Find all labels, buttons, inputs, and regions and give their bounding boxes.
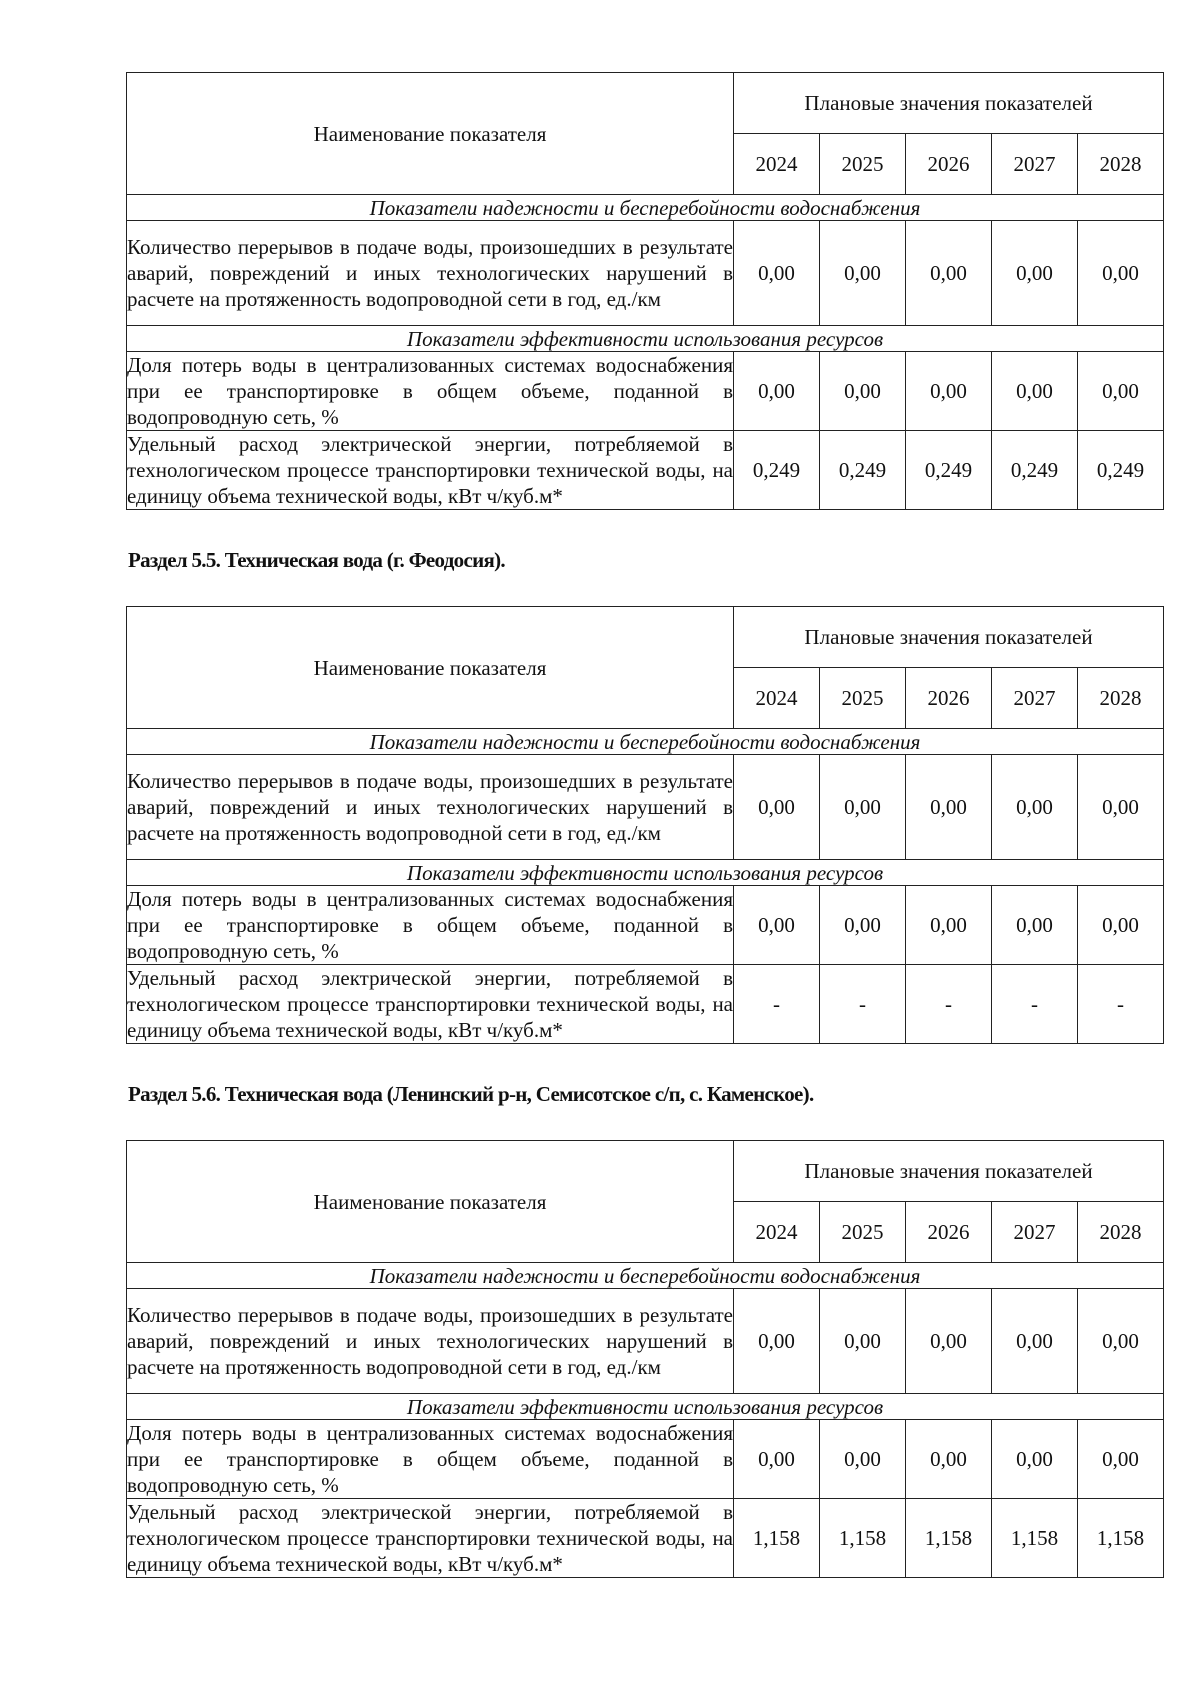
indicator-value: 0,00 [734,221,820,326]
indicator-value: 0,00 [906,1289,992,1394]
indicator-value: 0,00 [734,1289,820,1394]
indicator-value: 1,158 [992,1499,1078,1578]
table-row [127,1499,1164,1578]
header-year: 2027 [992,134,1078,195]
indicator-value: - [906,965,992,1044]
indicator-value: 0,00 [992,221,1078,326]
group-title-reliability: Показатели надежности и бесперебойности водоснабжения [127,195,1164,221]
indicator-value: 1,158 [906,1499,992,1578]
header-indicator-name: Наименование показателя [127,1141,734,1263]
table-row [127,1289,1164,1394]
header-indicator-name: Наименование показателя [127,73,734,195]
indicator-value: 0,00 [1078,221,1164,326]
table-row [127,352,1164,431]
indicators-table-block-2 [126,606,1164,1044]
indicator-value: - [1078,965,1164,1044]
indicator-value: 0,00 [992,886,1078,965]
header-year: 2024 [734,134,820,195]
group-title-reliability: Показатели надежности и бесперебойности водоснабжения [127,729,1164,755]
table-row [127,1420,1164,1499]
indicator-name: Доля потерь воды в централизованных системах водоснабжения при ее транспортировке в общем объеме, поданной в водопроводную сеть, % [127,887,733,963]
header-plan-values: Плановые значения показателей [734,1141,1164,1202]
indicator-name: Доля потерь воды в централизованных системах водоснабжения при ее транспортировке в общем объеме, поданной в водопроводную сеть, % [127,1421,733,1497]
indicators-table [126,72,1164,510]
indicator-value: 0,00 [734,886,820,965]
indicator-value: 0,00 [820,755,906,860]
header-year: 2026 [906,668,992,729]
header-year: 2027 [992,668,1078,729]
header-year: 2027 [992,1202,1078,1263]
indicator-value: 0,00 [734,755,820,860]
header-year: 2028 [1078,134,1164,195]
indicator-name: Количество перерывов в подаче воды, произошедших в результате аварий, повреждений и иных технологических нарушений в расчете на протяженность водопроводной сети в год, ед./км [127,221,734,326]
indicator-value: 0,00 [906,886,992,965]
indicator-name: Удельный расход электрической энергии, потребляемой в технологическом процессе транспортировки технической воды, на единицу объема технической воды, кВт ч/куб.м* [127,1500,733,1576]
table-row [127,221,1164,326]
header-year: 2028 [1078,668,1164,729]
indicator-name: Количество перерывов в подаче воды, произошедших в результате аварий, повреждений и иных технологических нарушений в расчете на протяженность водопроводной сети в год, ед./км [127,1289,734,1394]
indicator-value: 0,00 [906,755,992,860]
indicator-value: 0,00 [820,1420,906,1499]
header-year: 2024 [734,1202,820,1263]
indicator-value: - [992,965,1078,1044]
indicator-value: 0,00 [906,352,992,431]
indicator-value: 0,249 [734,431,820,510]
header-year: 2025 [820,1202,906,1263]
indicator-value: 0,00 [1078,1420,1164,1499]
table-row [127,431,1164,510]
group-title-efficiency: Показатели эффективности использования ресурсов [127,860,1164,886]
indicator-value: 0,00 [820,352,906,431]
section-heading-5-6: Раздел 5.6. Техническая вода (Ленинский р-н, Семисотское с/п, с. Каменское). [128,1082,814,1106]
indicator-value: 0,00 [906,221,992,326]
indicator-value: 1,158 [820,1499,906,1578]
indicator-value: 0,00 [820,886,906,965]
indicator-value: 0,00 [734,352,820,431]
indicator-value: 0,00 [1078,755,1164,860]
indicator-value: - [820,965,906,1044]
header-year: 2026 [906,1202,992,1263]
indicator-value: 0,00 [820,221,906,326]
header-year: 2025 [820,668,906,729]
indicator-value: 0,00 [1078,352,1164,431]
header-year: 2028 [1078,1202,1164,1263]
table-row [127,755,1164,860]
group-title-efficiency: Показатели эффективности использования ресурсов [127,1394,1164,1420]
indicator-value: 0,00 [1078,1289,1164,1394]
table-row [127,965,1164,1044]
indicator-value: 1,158 [734,1499,820,1578]
indicator-value: 0,00 [992,352,1078,431]
header-year: 2024 [734,668,820,729]
section-heading-5-5: Раздел 5.5. Техническая вода (г. Феодосия). [128,548,505,572]
indicators-table-block-1 [126,72,1164,510]
indicator-value: 0,249 [906,431,992,510]
indicators-table [126,606,1164,1044]
header-indicator-name: Наименование показателя [127,607,734,729]
header-plan-values: Плановые значения показателей [734,73,1164,134]
indicators-table-block-3 [126,1140,1164,1578]
indicator-name: Удельный расход электрической энергии, потребляемой в технологическом процессе транспортировки технической воды, на единицу объема технической воды, кВт ч/куб.м* [127,966,733,1042]
indicator-name: Доля потерь воды в централизованных системах водоснабжения при ее транспортировке в общем объеме, поданной в водопроводную сеть, % [127,353,733,429]
indicator-value: 0,249 [820,431,906,510]
indicator-value: 0,00 [992,1289,1078,1394]
group-title-reliability: Показатели надежности и бесперебойности водоснабжения [127,1263,1164,1289]
group-title-efficiency: Показатели эффективности использования ресурсов [127,326,1164,352]
indicator-name: Удельный расход электрической энергии, потребляемой в технологическом процессе транспортировки технической воды, на единицу объема технической воды, кВт ч/куб.м* [127,432,733,508]
indicator-value: 0,00 [820,1289,906,1394]
indicator-value: 0,249 [1078,431,1164,510]
indicator-value: 0,00 [906,1420,992,1499]
indicators-table [126,1140,1164,1578]
indicator-value: 1,158 [1078,1499,1164,1578]
indicator-value: - [734,965,820,1044]
table-row [127,886,1164,965]
indicator-name: Количество перерывов в подаче воды, произошедших в результате аварий, повреждений и иных технологических нарушений в расчете на протяженность водопроводной сети в год, ед./км [127,755,734,860]
header-year: 2026 [906,134,992,195]
header-plan-values: Плановые значения показателей [734,607,1164,668]
indicator-value: 0,00 [734,1420,820,1499]
header-year: 2025 [820,134,906,195]
indicator-value: 0,00 [1078,886,1164,965]
indicator-value: 0,249 [992,431,1078,510]
indicator-value: 0,00 [992,755,1078,860]
indicator-value: 0,00 [992,1420,1078,1499]
